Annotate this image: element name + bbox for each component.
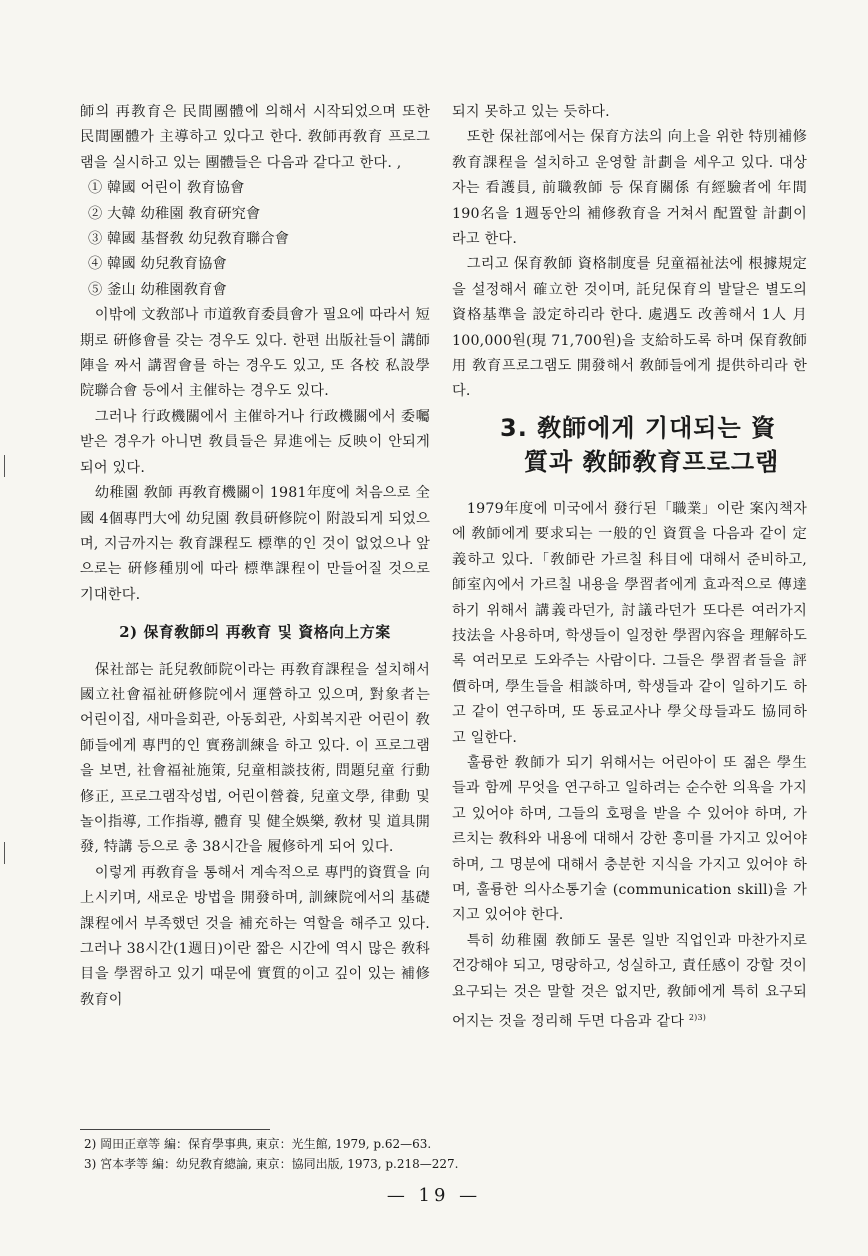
organization-item: ⑤ 釜山 幼稚園敎育會 bbox=[88, 281, 227, 298]
section-heading-line2: 質과 敎師敎育프로그램 bbox=[524, 447, 780, 476]
footnote: 3) 宮本孝等 編：幼兒敎育總論, 東京：協同出版, 1973, p.218—227. bbox=[84, 1157, 459, 1171]
paragraph-continued: 되지 못하고 있는 듯하다. bbox=[452, 104, 610, 120]
paragraph-other-orgs: 이밖에 文敎部나 市道敎育委員會가 필요에 따라서 短期로 硏修會를 갖는 경우도 있다. 한편 出版社들이 講師陣을 짜서 講習會를 하는 경우도 있고, 또 各校 私設學院聯合會 등에서 主催하는 경우도 있다. bbox=[80, 307, 430, 400]
organization-item: ② 大韓 幼稚園 敎育硏究會 bbox=[88, 205, 261, 222]
scan-edge-mark bbox=[4, 455, 5, 477]
paragraph-good-teacher: 훌륭한 敎師가 되기 위해서는 어린아이 또 젊은 學生들과 함께 무엇을 연구하고 일하려는 순수한 의욕을 가지고 있어야 하며, 그들의 호평을 받을 수 있어야 하며, 가르치는 敎科와 내용에 대해서 강한 흥미를 가지고 있어야 하며, 그 명분에 대해서 충분한 지식을 가지고 있어야 하며, 훌륭한 의사소통기술 (communication skill)을 가지고 있어야 한다. bbox=[452, 754, 807, 924]
footnote-divider bbox=[80, 1129, 270, 1130]
organization-list bbox=[80, 176, 430, 303]
paragraph-kindergarten: 幼稚園 敎師 再敎育機關이 1981年度에 처음으로 全國 4個專門大에 幼兒園 敎員硏修院이 附設되게 되었으며, 지금까지는 敎育課程도 標準的인 것이 없었으나 앞으로는 硏修種別에 따라 標準課程이 만들어질 것으로 기대한다. bbox=[80, 485, 430, 603]
footnotes bbox=[84, 1134, 804, 1174]
page-number: — 19 — bbox=[386, 1185, 482, 1206]
organization-item: ① 韓國 어린이 敎育協會 bbox=[88, 180, 245, 197]
footnote-reference: 2)3) bbox=[688, 1013, 707, 1022]
right-column bbox=[452, 100, 807, 1035]
paragraph-1979: 1979年度에 미국에서 發行된「職業」이란 案內책자에 敎師에게 要求되는 一般的인 資質을 다음과 같이 定義하고 있다.「敎師란 가르칠 科目에 대해서 준비하고, 師室內에서 가르칠 내용을 學習者에게 효과적으로 傳達하기 위해서 講義라던가, 討議라던가 또다른 여러가지 技法을 사용하며, 학생들이 일정한 學習內容을 理解하도록 여러모로 도와주는 사람이다. 그들은 學習者들을 評價하며, 學生들을 相談하며, 학생들과 같이 일하기도 하고 같이 연구하며, 또 동료교사나 學父母들과도 協同하고 일한다. bbox=[452, 500, 807, 746]
section-heading-line1: 3. 敎師에게 기대되는 資 bbox=[500, 413, 776, 442]
paragraph-government: 그러나 行政機關에서 主催하거나 行政機關에서 委囑받은 경우가 아니면 敎員들은 昇進에는 反映이 안되게 되어 있다. bbox=[80, 408, 430, 476]
paragraph-welfare: 保社部는 託兒敎師院이라는 再敎育課程을 설치해서 國立社會福祉硏修院에서 運營하고 있으며, 對象者는 어린이집, 새마을회관, 아동회관, 사회복지관 어린이 敎師들에게 專門的인 實務訓練을 하고 있다. 이 프로그램을 보면, 社會福祉施策, 兒童相談技術, 問題兒童 行動修正, 프로그램작성법, 어린이營養, 兒童文學, 律動 및 놀이指導, 工作指導, 體育 및 健全娛樂, 敎材 및 道具開發, 特講 등으로 총 38시간을 履修하게 되어 있다. bbox=[80, 661, 430, 856]
paragraph-continuing: 이렇게 再敎育을 통해서 계속적으로 專門的資質을 向上시키며, 새로운 방법을 開發하며, 訓練院에서의 基礎課程에서 부족했던 것을 補充하는 역할을 해주고 있다. 그러나 38시간(1週日)이란 짧은 시간에 역시 많은 敎科目을 學習하고 있기 때문에 實質的이고 깊이 있는 補修敎育이 bbox=[80, 864, 430, 1008]
organization-item: ③ 韓國 基督敎 幼兒敎育聯合會 bbox=[88, 231, 290, 248]
paragraph-kindergarten-teacher bbox=[452, 929, 807, 1035]
left-column bbox=[80, 100, 430, 1013]
paragraph-text: 특히 幼稚園 敎師도 물론 일반 직업인과 마찬가지로 건강해야 되고, 명랑하고, 성실하고, 責任感이 강할 것이 요구되는 것은 말할 것은 없지만, 敎師에게 특히 요구되어지는 것을 정리해 두면 다음과 같다 bbox=[452, 932, 807, 1030]
section-heading bbox=[452, 411, 807, 479]
paragraph-intro: 師의 再教育은 民間團體에 의해서 시작되었으며 또한 民間團體가 主導하고 있다고 한다. 敎師再敎育 프로그램을 실시하고 있는 團體들은 다음과 같다고 한다. , bbox=[80, 104, 430, 171]
paragraph-special-course: 또한 保社部에서는 保育方法의 向上을 위한 特別補修敎育課程을 설치하고 운영할 計劃을 세우고 있다. 대상자는 看護員, 前職敎師 등 保育關係 有經驗者에 年間 190名을 1週동안의 補修敎育을 거쳐서 配置할 計劃이라고 한다. bbox=[452, 129, 807, 248]
subsection-heading: 2) 保育敎師의 再敎育 및 資格向上方案 bbox=[119, 624, 391, 642]
scan-edge-mark bbox=[4, 842, 5, 864]
paragraph-qualification: 그리고 保育敎師 資格制度를 兒童福祉法에 根據規定을 설정해서 確立한 것이며, 託兒保育의 발달은 별도의 資格基準을 設定하리라 한다. 處遇도 改善해서 1人 月 100,000원(現 71,700원)을 支給하도록 하며 保育敎師用 敎育프로그램도 開發해서 敎師들에게 提供하리라 한다. bbox=[452, 256, 807, 400]
organization-item: ④ 韓國 幼兒敎育協會 bbox=[88, 256, 227, 273]
footnote: 2) 岡田正章等 編：保育學事典, 東京：光生館, 1979, p.62—63. bbox=[84, 1137, 432, 1151]
